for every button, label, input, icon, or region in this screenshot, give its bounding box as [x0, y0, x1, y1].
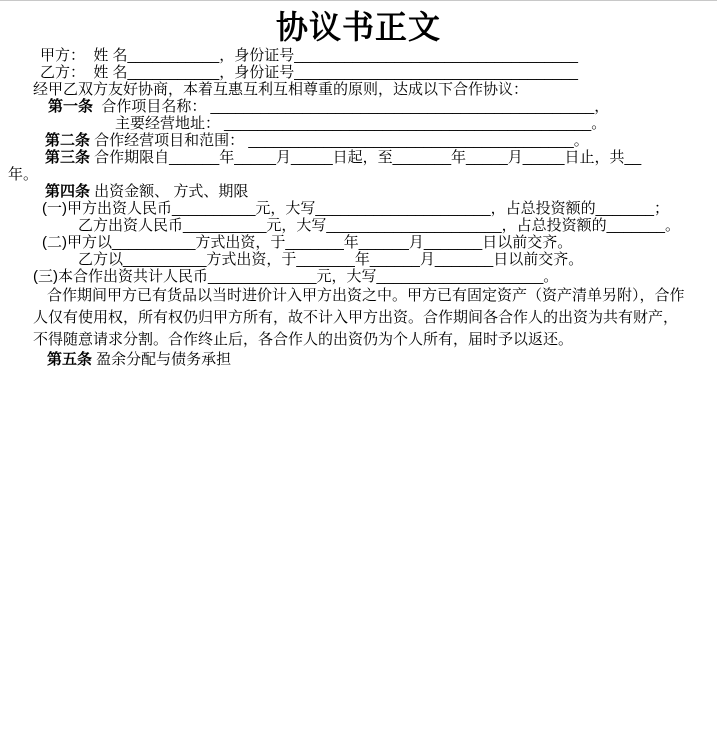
- clause-3-line: (三)本合作出资共计人民币_____________元，大写____________________。: [33, 268, 559, 285]
- assets-paragraph: 合作期间甲方已有货品以当时进价计入甲方出资之中。甲方已有固定资产（资产清单另附），合作人仅有使用权，所有权仍归甲方所有，故不计入甲方出资。合作期间各合作人的出资为共有财产，不得随意请求分割。合作终止后，各合作人的出资仍为个人所有，届时予以返还。: [33, 287, 685, 348]
- article-1-label: 第一条: [48, 98, 94, 115]
- article-4-label: 第四条: [45, 183, 91, 200]
- article-3-line: [0, 149, 717, 166]
- party-a-line: 甲方： 姓 名___________，身份证号__________________________________: [40, 47, 578, 64]
- intro-line: 经甲乙双方友好协商，本着互惠互利互相尊重的原则，达成以下合作协议：: [33, 81, 529, 98]
- clause-1a-line: (一)甲方出资人民币__________元，大写_____________________，占总投资额的_______；: [42, 200, 669, 217]
- clause-2a-line: (二)甲方以__________方式出资，于_______年______月_______日以前交齐。: [42, 234, 573, 251]
- clause-1b-line: 乙方出资人民币__________元，大写_____________________，占总投资额的_______。: [78, 217, 681, 234]
- article-2-label: 第二条: [45, 132, 91, 149]
- article-5-label: 第五条: [47, 351, 93, 368]
- article-1-text: 合作项目名称： ______________________________________________，: [93, 98, 610, 115]
- article-4-text: 出资金额、 方式、期限: [90, 183, 249, 200]
- party-b-line: 乙方： 姓 名___________，身份证号__________________________________: [40, 64, 578, 81]
- article-2-text: 合作经营项目和范围： _______________________________________。: [90, 132, 589, 149]
- article-5-line: [0, 351, 717, 368]
- page-title: 协议书正文: [275, 9, 441, 45]
- article-2-line: [0, 132, 717, 149]
- article-1-line: [0, 98, 717, 115]
- article-4-line: [0, 183, 717, 200]
- article-3-text: 合作期限自______年_____月_____日起，至_______年_____月_____日止，共__: [90, 149, 642, 166]
- clause-2b-line: 乙方以__________方式出资，于_______年______月_______日以前交齐。: [78, 251, 584, 268]
- article-3-continuation: 年。: [8, 166, 39, 183]
- article-5-text: 盈余分配与债务承担: [92, 351, 232, 368]
- article-3-label: 第三条: [45, 149, 91, 166]
- address-line: 主要经营地址： ____________________________________________。: [115, 115, 607, 132]
